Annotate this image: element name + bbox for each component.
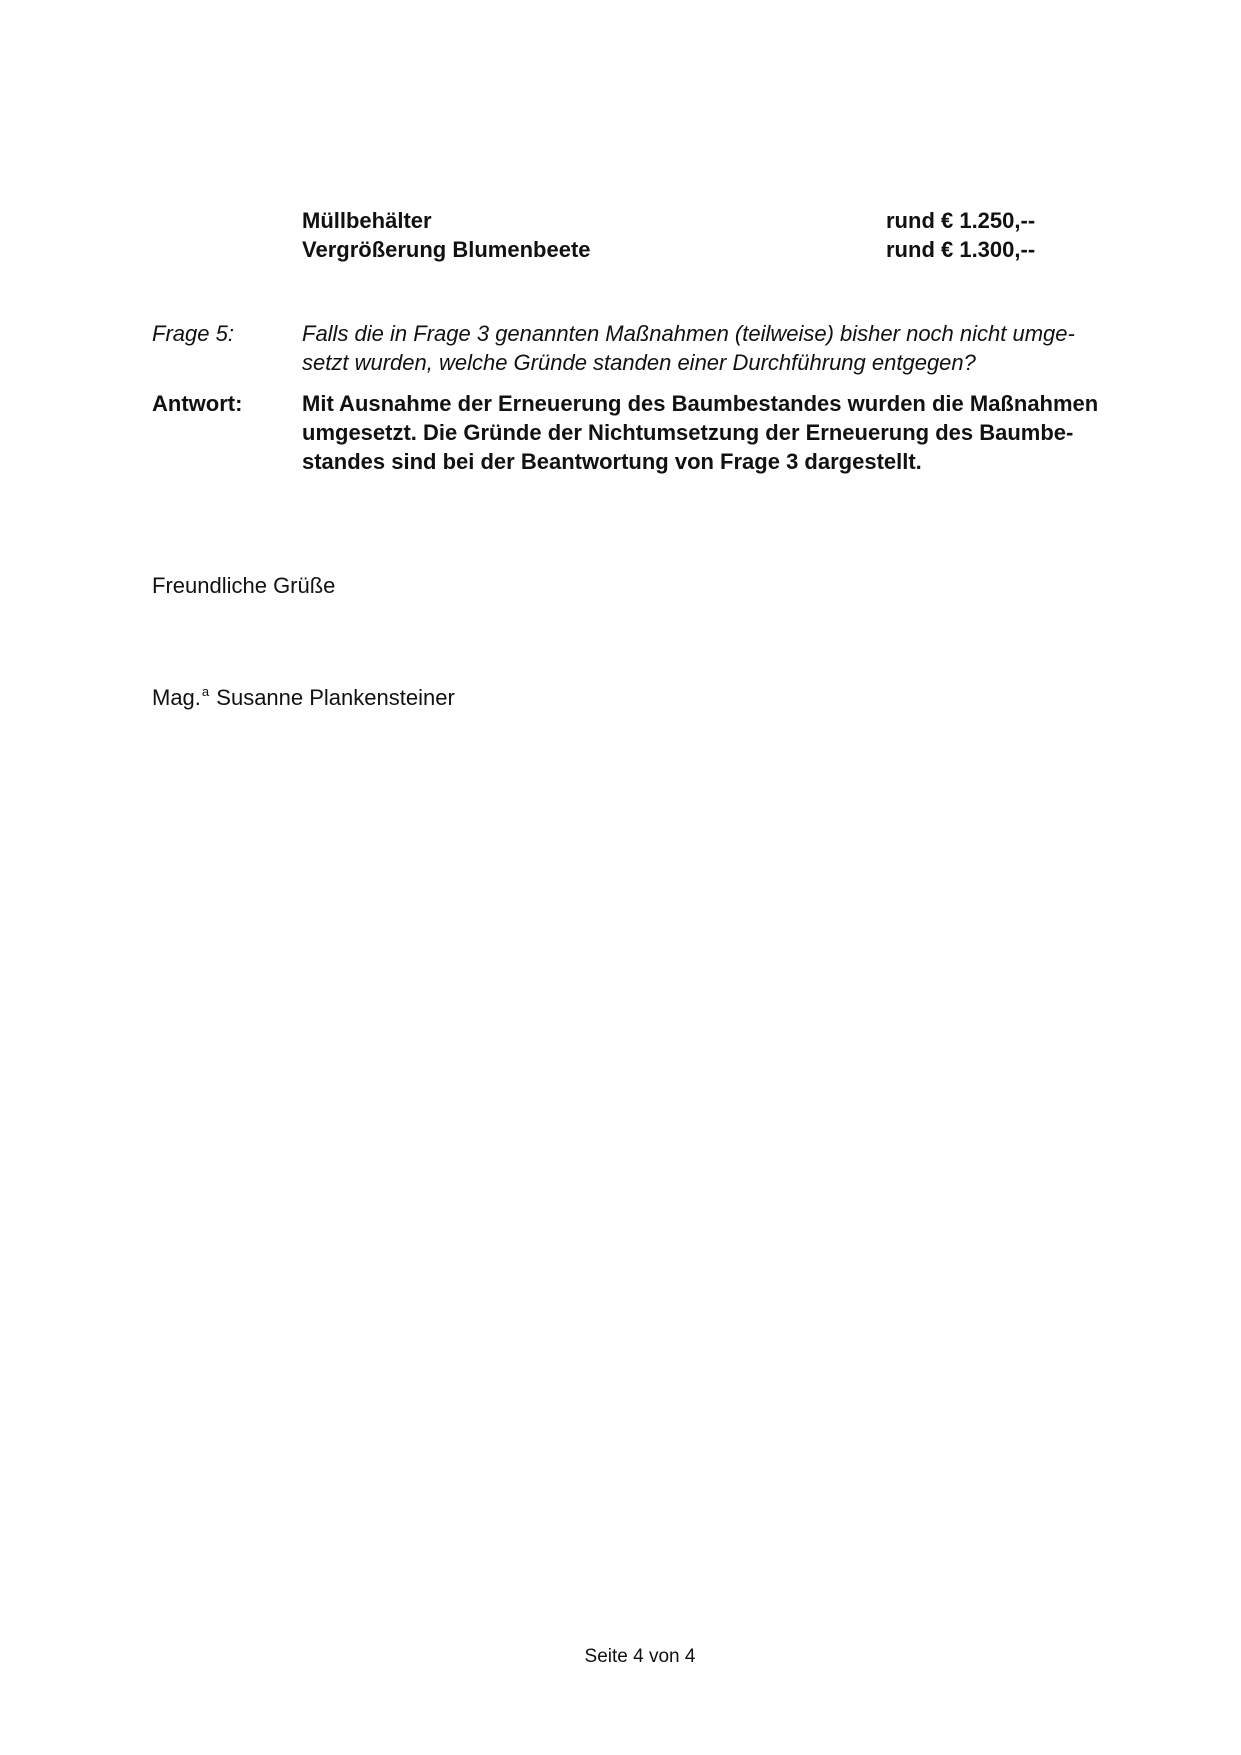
signature-person: Susanne Plankensteiner xyxy=(216,685,455,710)
question-line: setzt wurden, welche Gründe standen einer Durchführung entgegen? xyxy=(302,350,976,375)
question-label: Frage 5: xyxy=(152,321,234,346)
cost-value: rund € 1.250,-- xyxy=(886,208,1036,233)
question-text xyxy=(302,319,1132,377)
cost-label: Müllbehälter xyxy=(302,208,432,233)
signature-title-superscript: a xyxy=(201,684,210,699)
cost-label: Vergrößerung Blumenbeete xyxy=(302,237,591,262)
closing-greeting: Freundliche Grüße xyxy=(152,573,336,598)
question-line: Falls die in Frage 3 genannten Maßnahmen (teilweise) bisher noch nicht umge- xyxy=(302,321,1075,346)
answer-text xyxy=(302,389,1132,476)
cost-list xyxy=(302,206,1102,264)
answer-line: Mit Ausnahme der Erneuerung des Baumbestandes wurden die Maßnahmen xyxy=(302,391,1099,416)
answer-line: standes sind bei der Beantwortung von Frage 3 dargestellt. xyxy=(302,449,922,474)
page-number: Seite 4 von 4 xyxy=(584,1646,696,1667)
cost-row xyxy=(302,235,1102,264)
cost-value: rund € 1.300,-- xyxy=(886,237,1036,262)
answer-line: umgesetzt. Die Gründe der Nichtumsetzung der Erneuerung des Baumbe- xyxy=(302,420,1074,445)
signature-title: Mag. xyxy=(152,685,201,710)
cost-row xyxy=(302,206,1102,235)
signature-name xyxy=(152,683,455,715)
answer-label: Antwort: xyxy=(152,391,243,416)
